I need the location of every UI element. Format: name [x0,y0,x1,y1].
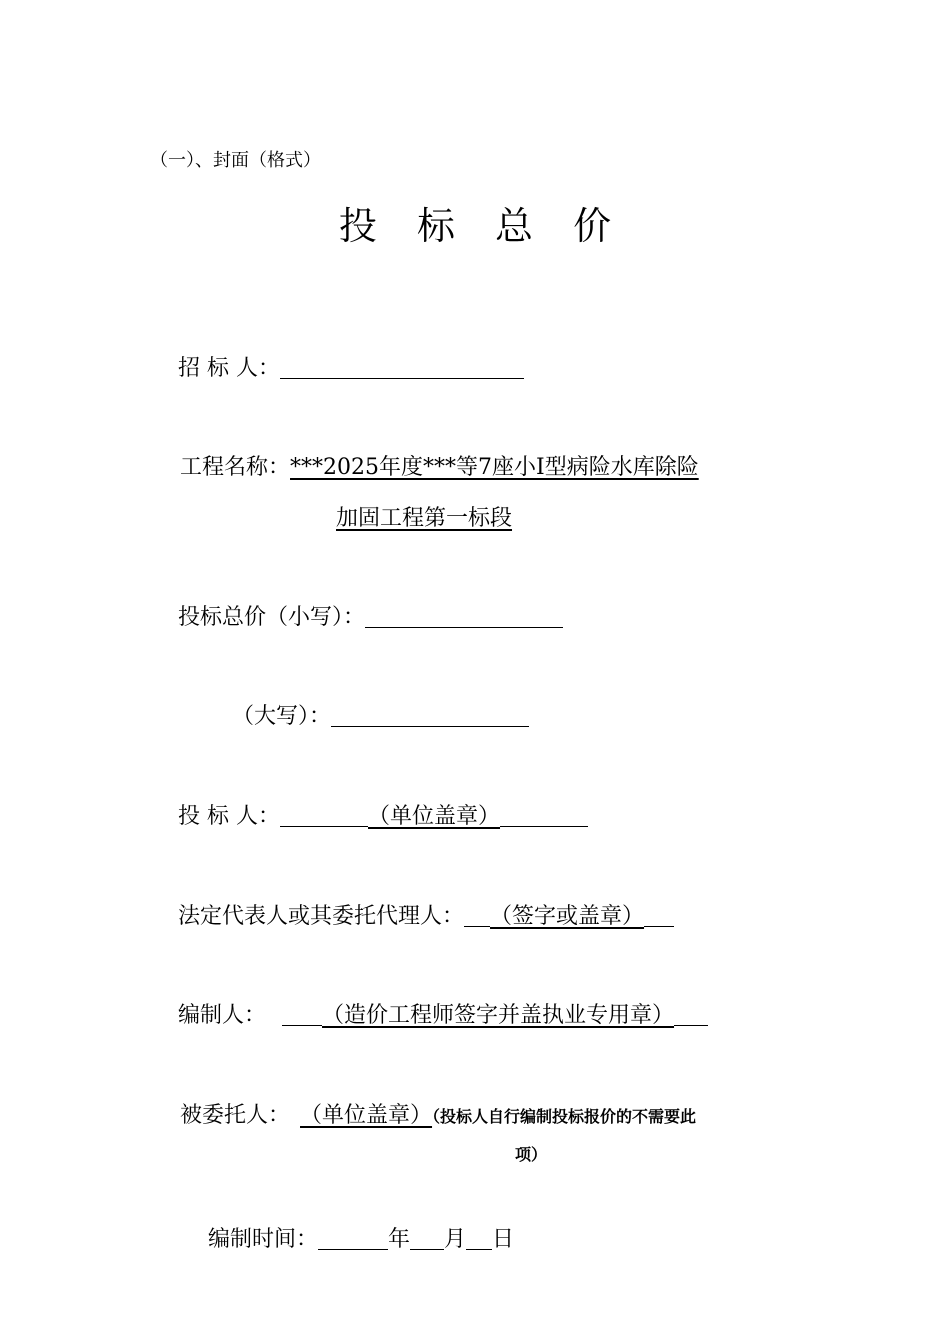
legal-rep-label: 法定代表人或其委托代理人： [178,904,465,929]
legal-rep-sign-text: （签字或盖章） [490,904,645,929]
legal-rep-row [178,902,674,932]
project-name-value: ***2025年度***等7座小Ⅰ型病险水库除险 [290,455,699,480]
bidder-seal-text: （单位盖章） [368,804,501,829]
tenderer-row [178,354,524,384]
year-label: 年 [388,1227,411,1252]
project-name-row [180,453,699,483]
tenderer-label: 招 标 人： [178,356,280,381]
section-heading: （一）、封面（格式） [150,150,321,171]
price-small-blank[interactable] [365,603,563,628]
year-blank[interactable] [318,1225,388,1250]
entrusted-note-line2: 项） [515,1145,548,1164]
price-big-label: （大写）： [232,704,332,729]
compiler-blank-left[interactable] [282,1001,322,1026]
compiler-blank-right[interactable] [674,1001,708,1026]
project-name-label: 工程名称： [180,455,291,480]
entrusted-label: 被委托人： [180,1103,291,1128]
document-title: 投 标 总 价 [338,204,626,248]
bidder-row [178,802,588,832]
day-blank[interactable] [466,1225,492,1250]
day-label: 日 [492,1227,515,1252]
date-row [208,1225,514,1255]
entrusted-note: （投标人自行编制投标报价的不需要此 [432,1107,697,1126]
price-small-row [178,603,563,633]
bidder-blank-left[interactable] [280,802,368,827]
price-big-row [232,702,529,732]
entrusted-row [180,1101,696,1132]
compiler-row [178,1001,708,1031]
date-label: 编制时间： [208,1227,319,1252]
tenderer-blank[interactable] [280,354,524,379]
month-blank[interactable] [410,1225,444,1250]
entrusted-seal-text: （单位盖章） [300,1103,433,1128]
bidder-blank-right[interactable] [500,802,588,827]
bidder-label: 投 标 人： [178,804,280,829]
month-label: 月 [444,1227,467,1252]
price-big-blank[interactable] [331,702,529,727]
project-name-value-line2: 加固工程第一标段 [336,506,513,531]
legal-rep-blank-right[interactable] [644,902,674,927]
compiler-label: 编制人： [178,1003,267,1028]
price-small-label: 投标总价（小写）： [178,605,366,630]
compiler-sign-text: （造价工程师签字并盖执业专用章） [322,1003,675,1028]
legal-rep-blank-left[interactable] [464,902,490,927]
